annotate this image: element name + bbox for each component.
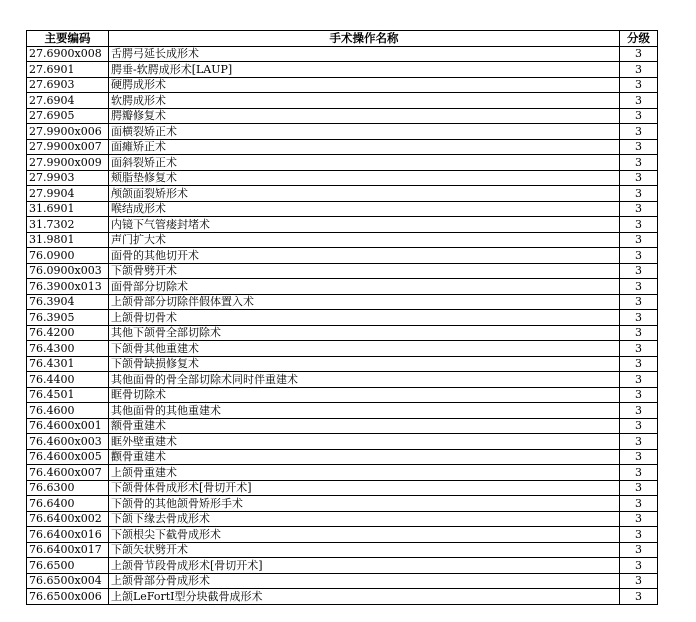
code-cell: 76.6400x002: [27, 511, 109, 527]
code-cell: 76.4600x005: [27, 449, 109, 465]
table-row: [27, 589, 658, 605]
table-row: [27, 387, 658, 403]
grade-cell: 3: [620, 558, 658, 574]
procedure-name-cell: 眶外壁重建术: [109, 434, 620, 450]
procedure-name-cell: 上颌LeFortⅠ型分块截骨成形术: [109, 589, 620, 605]
code-cell: 76.4600: [27, 403, 109, 419]
code-cell: 76.6500: [27, 558, 109, 574]
code-cell: 76.4600x003: [27, 434, 109, 450]
procedure-name-cell: 下颌骨缺损修复术: [109, 356, 620, 372]
grade-cell: 3: [620, 465, 658, 481]
procedure-name-cell: 面骨部分切除术: [109, 279, 620, 295]
table-row: [27, 527, 658, 543]
grade-cell: 3: [620, 325, 658, 341]
procedure-name-cell: 舌腭弓延长成形术: [109, 46, 620, 62]
code-cell: 31.6901: [27, 201, 109, 217]
procedure-name-cell: 上颌骨部分切除伴假体置入术: [109, 294, 620, 310]
code-cell: 76.4600x007: [27, 465, 109, 481]
code-cell: 31.9801: [27, 232, 109, 248]
header-grade: 分级: [620, 31, 658, 47]
table-row: [27, 93, 658, 109]
table-row: [27, 124, 658, 140]
procedure-name-cell: 下颌矢状劈开术: [109, 542, 620, 558]
grade-cell: 3: [620, 294, 658, 310]
grade-cell: 3: [620, 46, 658, 62]
procedure-name-cell: 面斜裂矫正术: [109, 155, 620, 171]
table-body: [27, 46, 658, 604]
code-cell: 76.4301: [27, 356, 109, 372]
table-row: [27, 62, 658, 78]
procedure-name-cell: 上颌骨重建术: [109, 465, 620, 481]
code-cell: 76.6500x006: [27, 589, 109, 605]
procedure-table-container: [26, 30, 658, 605]
table-row: [27, 201, 658, 217]
grade-cell: 3: [620, 62, 658, 78]
table-row: [27, 542, 658, 558]
code-cell: 27.9903: [27, 170, 109, 186]
procedure-name-cell: 面骨的其他切开术: [109, 248, 620, 264]
table-row: [27, 434, 658, 450]
table-row: [27, 232, 658, 248]
grade-cell: 3: [620, 170, 658, 186]
table-row: [27, 496, 658, 512]
procedure-name-cell: 下颌骨其他重建术: [109, 341, 620, 357]
code-cell: 76.3900x013: [27, 279, 109, 295]
procedure-name-cell: 颊脂垫修复术: [109, 170, 620, 186]
code-cell: 27.9900x006: [27, 124, 109, 140]
table-row: [27, 449, 658, 465]
code-cell: 27.6900x008: [27, 46, 109, 62]
grade-cell: 3: [620, 155, 658, 171]
code-cell: 76.6400: [27, 496, 109, 512]
procedure-name-cell: 腭瓣修复术: [109, 108, 620, 124]
grade-cell: 3: [620, 542, 658, 558]
procedure-name-cell: 下颌骨劈开术: [109, 263, 620, 279]
grade-cell: 3: [620, 589, 658, 605]
grade-cell: 3: [620, 449, 658, 465]
grade-cell: 3: [620, 511, 658, 527]
procedure-name-cell: 硬腭成形术: [109, 77, 620, 93]
code-cell: 27.6904: [27, 93, 109, 109]
procedure-name-cell: 内镜下气管瘘封堵术: [109, 217, 620, 233]
procedure-name-cell: 下颌骨体骨成形术[骨切开术]: [109, 480, 620, 496]
procedure-name-cell: 其他下颌骨全部切除术: [109, 325, 620, 341]
table-row: [27, 325, 658, 341]
table-row: [27, 46, 658, 62]
code-cell: 76.4600x001: [27, 418, 109, 434]
code-cell: 27.6903: [27, 77, 109, 93]
table-row: [27, 186, 658, 202]
procedure-name-cell: 面横裂矫正术: [109, 124, 620, 140]
grade-cell: 3: [620, 387, 658, 403]
procedure-name-cell: 面瘫矫正术: [109, 139, 620, 155]
grade-cell: 3: [620, 93, 658, 109]
table-row: [27, 573, 658, 589]
header-name: 手术操作名称: [109, 31, 620, 47]
grade-cell: 3: [620, 124, 658, 140]
grade-cell: 3: [620, 356, 658, 372]
procedure-name-cell: 腭垂-软腭成形术[LAUP]: [109, 62, 620, 78]
procedure-name-cell: 上颌骨切骨术: [109, 310, 620, 326]
table-row: [27, 279, 658, 295]
grade-cell: 3: [620, 496, 658, 512]
grade-cell: 3: [620, 527, 658, 543]
grade-cell: 3: [620, 279, 658, 295]
procedure-name-cell: 颅颌面裂矫形术: [109, 186, 620, 202]
table-row: [27, 403, 658, 419]
table-row: [27, 77, 658, 93]
header-code: 主要编码: [27, 31, 109, 47]
code-cell: 27.9904: [27, 186, 109, 202]
procedure-name-cell: 额骨重建术: [109, 418, 620, 434]
grade-cell: 3: [620, 573, 658, 589]
code-cell: 31.7302: [27, 217, 109, 233]
grade-cell: 3: [620, 403, 658, 419]
grade-cell: 3: [620, 480, 658, 496]
grade-cell: 3: [620, 139, 658, 155]
code-cell: 76.0900: [27, 248, 109, 264]
code-cell: 76.3905: [27, 310, 109, 326]
grade-cell: 3: [620, 77, 658, 93]
code-cell: 76.4501: [27, 387, 109, 403]
table-row: [27, 217, 658, 233]
procedure-name-cell: 上颌骨部分骨成形术: [109, 573, 620, 589]
code-cell: 76.3904: [27, 294, 109, 310]
grade-cell: 3: [620, 217, 658, 233]
grade-cell: 3: [620, 418, 658, 434]
table-row: [27, 511, 658, 527]
code-cell: 76.4300: [27, 341, 109, 357]
table-row: [27, 356, 658, 372]
code-cell: 27.9900x009: [27, 155, 109, 171]
grade-cell: 3: [620, 263, 658, 279]
grade-cell: 3: [620, 201, 658, 217]
grade-cell: 3: [620, 108, 658, 124]
code-cell: 76.4400: [27, 372, 109, 388]
table-row: [27, 372, 658, 388]
table-row: [27, 418, 658, 434]
grade-cell: 3: [620, 434, 658, 450]
procedure-name-cell: 喉结成形术: [109, 201, 620, 217]
code-cell: 27.9900x007: [27, 139, 109, 155]
table-row: [27, 170, 658, 186]
table-row: [27, 108, 658, 124]
table-header-row: [27, 31, 658, 47]
table-row: [27, 341, 658, 357]
procedure-name-cell: 下颌根尖下截骨成形术: [109, 527, 620, 543]
table-row: [27, 139, 658, 155]
procedure-name-cell: 下颌骨的其他颌骨矫形手术: [109, 496, 620, 512]
code-cell: 76.6400x017: [27, 542, 109, 558]
code-cell: 27.6905: [27, 108, 109, 124]
grade-cell: 3: [620, 186, 658, 202]
procedure-table: [26, 30, 658, 605]
table-row: [27, 248, 658, 264]
code-cell: 76.6300: [27, 480, 109, 496]
table-row: [27, 465, 658, 481]
code-cell: 76.4200: [27, 325, 109, 341]
table-row: [27, 294, 658, 310]
procedure-name-cell: 眶骨切除术: [109, 387, 620, 403]
grade-cell: 3: [620, 248, 658, 264]
procedure-name-cell: 其他面骨的骨全部切除术同时伴重建术: [109, 372, 620, 388]
grade-cell: 3: [620, 341, 658, 357]
procedure-name-cell: 软腭成形术: [109, 93, 620, 109]
procedure-name-cell: 声门扩大术: [109, 232, 620, 248]
table-row: [27, 263, 658, 279]
table-row: [27, 558, 658, 574]
code-cell: 76.0900x003: [27, 263, 109, 279]
grade-cell: 3: [620, 310, 658, 326]
table-row: [27, 310, 658, 326]
table-row: [27, 480, 658, 496]
code-cell: 76.6400x016: [27, 527, 109, 543]
code-cell: 76.6500x004: [27, 573, 109, 589]
code-cell: 27.6901: [27, 62, 109, 78]
procedure-name-cell: 其他面骨的其他重建术: [109, 403, 620, 419]
table-row: [27, 155, 658, 171]
procedure-name-cell: 颧骨重建术: [109, 449, 620, 465]
procedure-name-cell: 下颌下缘去骨成形术: [109, 511, 620, 527]
grade-cell: 3: [620, 232, 658, 248]
grade-cell: 3: [620, 372, 658, 388]
procedure-name-cell: 上颌骨节段骨成形术[骨切开术]: [109, 558, 620, 574]
